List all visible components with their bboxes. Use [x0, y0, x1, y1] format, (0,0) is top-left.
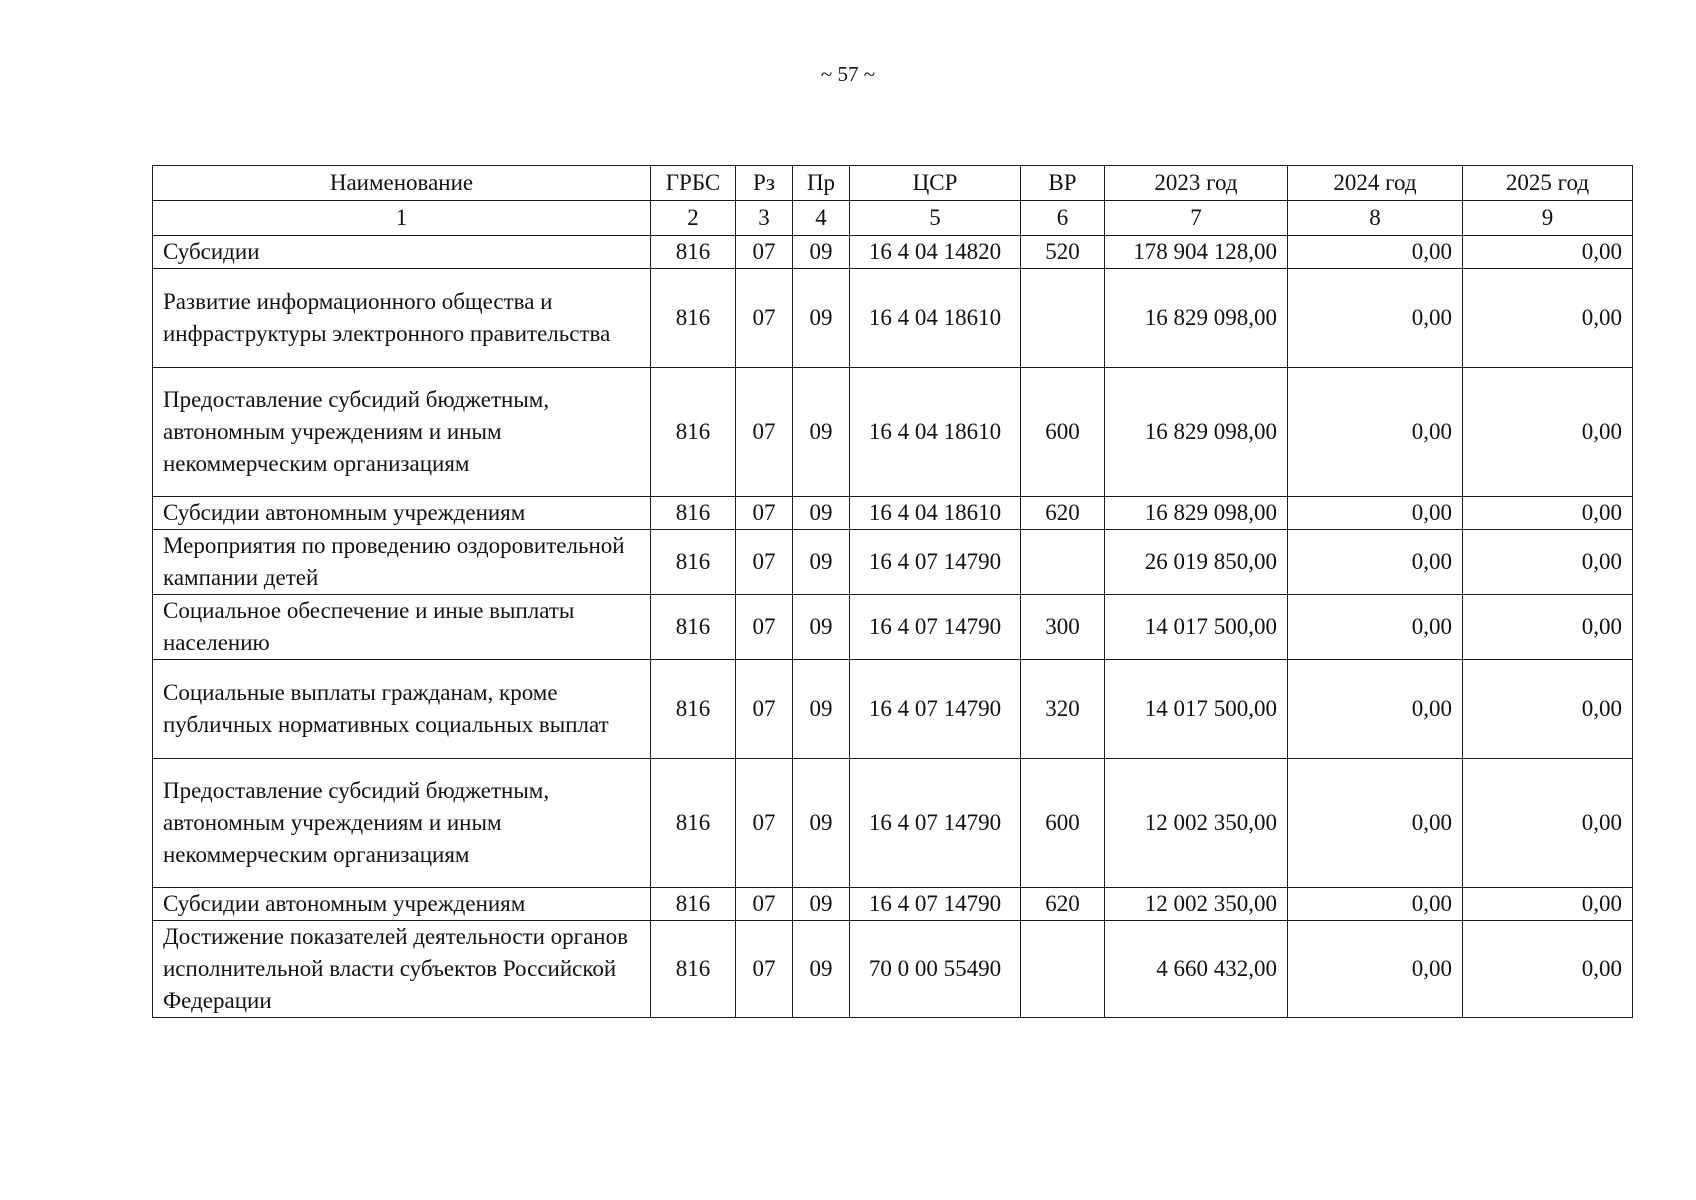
row-amount-2024: 0,00 — [1288, 921, 1463, 1018]
row-amount-2023: 26 019 850,00 — [1105, 530, 1288, 595]
row-name: Социальное обеспечение и иные выплаты населению — [153, 595, 651, 660]
row-rz: 07 — [736, 368, 793, 497]
row-amount-2025: 0,00 — [1463, 759, 1633, 888]
row-vr: 600 — [1021, 759, 1105, 888]
row-rz: 07 — [736, 236, 793, 269]
row-amount-2024: 0,00 — [1288, 595, 1463, 660]
header-grbs: ГРБС — [651, 166, 736, 201]
row-grbs: 816 — [651, 595, 736, 660]
row-amount-2025: 0,00 — [1463, 921, 1633, 1018]
row-vr: 520 — [1021, 236, 1105, 269]
row-csr: 70 0 00 55490 — [850, 921, 1021, 1018]
row-amount-2025: 0,00 — [1463, 660, 1633, 759]
table-row — [153, 921, 1633, 1018]
row-pr: 09 — [793, 497, 850, 530]
row-csr: 16 4 07 14790 — [850, 595, 1021, 660]
row-pr: 09 — [793, 595, 850, 660]
row-csr: 16 4 07 14790 — [850, 660, 1021, 759]
row-vr: 300 — [1021, 595, 1105, 660]
row-amount-2024: 0,00 — [1288, 269, 1463, 368]
table-row — [153, 530, 1633, 595]
row-rz: 07 — [736, 888, 793, 921]
header-csr: ЦСР — [850, 166, 1021, 201]
row-name: Субсидии автономным учреждениям — [153, 497, 651, 530]
row-pr: 09 — [793, 759, 850, 888]
row-amount-2024: 0,00 — [1288, 660, 1463, 759]
row-name: Субсидии автономным учреждениям — [153, 888, 651, 921]
header-2025: 2025 год — [1463, 166, 1633, 201]
row-grbs: 816 — [651, 921, 736, 1018]
row-amount-2024: 0,00 — [1288, 236, 1463, 269]
row-vr — [1021, 921, 1105, 1018]
row-pr: 09 — [793, 921, 850, 1018]
row-grbs: 816 — [651, 530, 736, 595]
row-name: Предоставление субсидий бюджетным, автономным учреждениям и иным некоммерческим организациям — [153, 759, 651, 888]
row-csr: 16 4 04 18610 — [850, 269, 1021, 368]
row-amount-2024: 0,00 — [1288, 497, 1463, 530]
table-row — [153, 595, 1633, 660]
row-amount-2023: 16 829 098,00 — [1105, 368, 1288, 497]
column-index: 8 — [1288, 201, 1463, 236]
header-2023: 2023 год — [1105, 166, 1288, 201]
row-amount-2025: 0,00 — [1463, 236, 1633, 269]
row-amount-2025: 0,00 — [1463, 368, 1633, 497]
table-row — [153, 368, 1633, 497]
row-pr: 09 — [793, 236, 850, 269]
table-row — [153, 759, 1633, 888]
header-name: Наименование — [153, 166, 651, 201]
column-index: 6 — [1021, 201, 1105, 236]
row-pr: 09 — [793, 888, 850, 921]
row-amount-2023: 16 829 098,00 — [1105, 497, 1288, 530]
table-row — [153, 236, 1633, 269]
table-row — [153, 888, 1633, 921]
row-amount-2025: 0,00 — [1463, 888, 1633, 921]
row-amount-2025: 0,00 — [1463, 595, 1633, 660]
row-amount-2023: 14 017 500,00 — [1105, 660, 1288, 759]
row-pr: 09 — [793, 660, 850, 759]
row-vr: 600 — [1021, 368, 1105, 497]
column-index: 3 — [736, 201, 793, 236]
row-rz: 07 — [736, 595, 793, 660]
row-grbs: 816 — [651, 888, 736, 921]
column-index: 4 — [793, 201, 850, 236]
row-amount-2023: 12 002 350,00 — [1105, 759, 1288, 888]
row-vr: 620 — [1021, 497, 1105, 530]
row-rz: 07 — [736, 530, 793, 595]
row-csr: 16 4 04 14820 — [850, 236, 1021, 269]
header-row — [153, 166, 1633, 201]
row-name: Социальные выплаты гражданам, кроме публичных нормативных социальных выплат — [153, 660, 651, 759]
row-amount-2023: 16 829 098,00 — [1105, 269, 1288, 368]
column-index: 1 — [153, 201, 651, 236]
table-row — [153, 269, 1633, 368]
row-pr: 09 — [793, 269, 850, 368]
column-index-row — [153, 201, 1633, 236]
row-grbs: 816 — [651, 660, 736, 759]
row-pr: 09 — [793, 368, 850, 497]
row-rz: 07 — [736, 660, 793, 759]
row-name: Развитие информационного общества и инфраструктуры электронного правительства — [153, 269, 651, 368]
row-rz: 07 — [736, 921, 793, 1018]
row-grbs: 816 — [651, 497, 736, 530]
row-name: Мероприятия по проведению оздоровительной кампании детей — [153, 530, 651, 595]
row-name: Предоставление субсидий бюджетным, автономным учреждениям и иным некоммерческим организациям — [153, 368, 651, 497]
row-amount-2025: 0,00 — [1463, 269, 1633, 368]
row-vr — [1021, 530, 1105, 595]
row-amount-2024: 0,00 — [1288, 530, 1463, 595]
row-grbs: 816 — [651, 269, 736, 368]
row-grbs: 816 — [651, 236, 736, 269]
row-amount-2023: 12 002 350,00 — [1105, 888, 1288, 921]
header-pr: Пр — [793, 166, 850, 201]
header-vr: ВР — [1021, 166, 1105, 201]
row-vr — [1021, 269, 1105, 368]
row-vr: 320 — [1021, 660, 1105, 759]
row-grbs: 816 — [651, 368, 736, 497]
row-csr: 16 4 07 14790 — [850, 759, 1021, 888]
row-amount-2023: 4 660 432,00 — [1105, 921, 1288, 1018]
row-amount-2024: 0,00 — [1288, 759, 1463, 888]
row-amount-2024: 0,00 — [1288, 368, 1463, 497]
column-index: 7 — [1105, 201, 1288, 236]
row-rz: 07 — [736, 269, 793, 368]
row-csr: 16 4 04 18610 — [850, 497, 1021, 530]
column-index: 5 — [850, 201, 1021, 236]
row-grbs: 816 — [651, 759, 736, 888]
row-csr: 16 4 04 18610 — [850, 368, 1021, 497]
row-name: Достижение показателей деятельности органов исполнительной власти субъектов Российской Федерации — [153, 921, 651, 1018]
column-index: 9 — [1463, 201, 1633, 236]
row-vr: 620 — [1021, 888, 1105, 921]
row-pr: 09 — [793, 530, 850, 595]
row-amount-2023: 14 017 500,00 — [1105, 595, 1288, 660]
row-amount-2025: 0,00 — [1463, 497, 1633, 530]
row-csr: 16 4 07 14790 — [850, 530, 1021, 595]
header-rz: Рз — [736, 166, 793, 201]
row-amount-2024: 0,00 — [1288, 888, 1463, 921]
row-rz: 07 — [736, 759, 793, 888]
header-2024: 2024 год — [1288, 166, 1463, 201]
row-name: Субсидии — [153, 236, 651, 269]
row-amount-2025: 0,00 — [1463, 530, 1633, 595]
table-row — [153, 660, 1633, 759]
row-csr: 16 4 07 14790 — [850, 888, 1021, 921]
page-number: ~ 57 ~ — [820, 62, 876, 86]
column-index: 2 — [651, 201, 736, 236]
row-rz: 07 — [736, 497, 793, 530]
table-row — [153, 497, 1633, 530]
row-amount-2023: 178 904 128,00 — [1105, 236, 1288, 269]
budget-table — [152, 165, 1633, 1018]
